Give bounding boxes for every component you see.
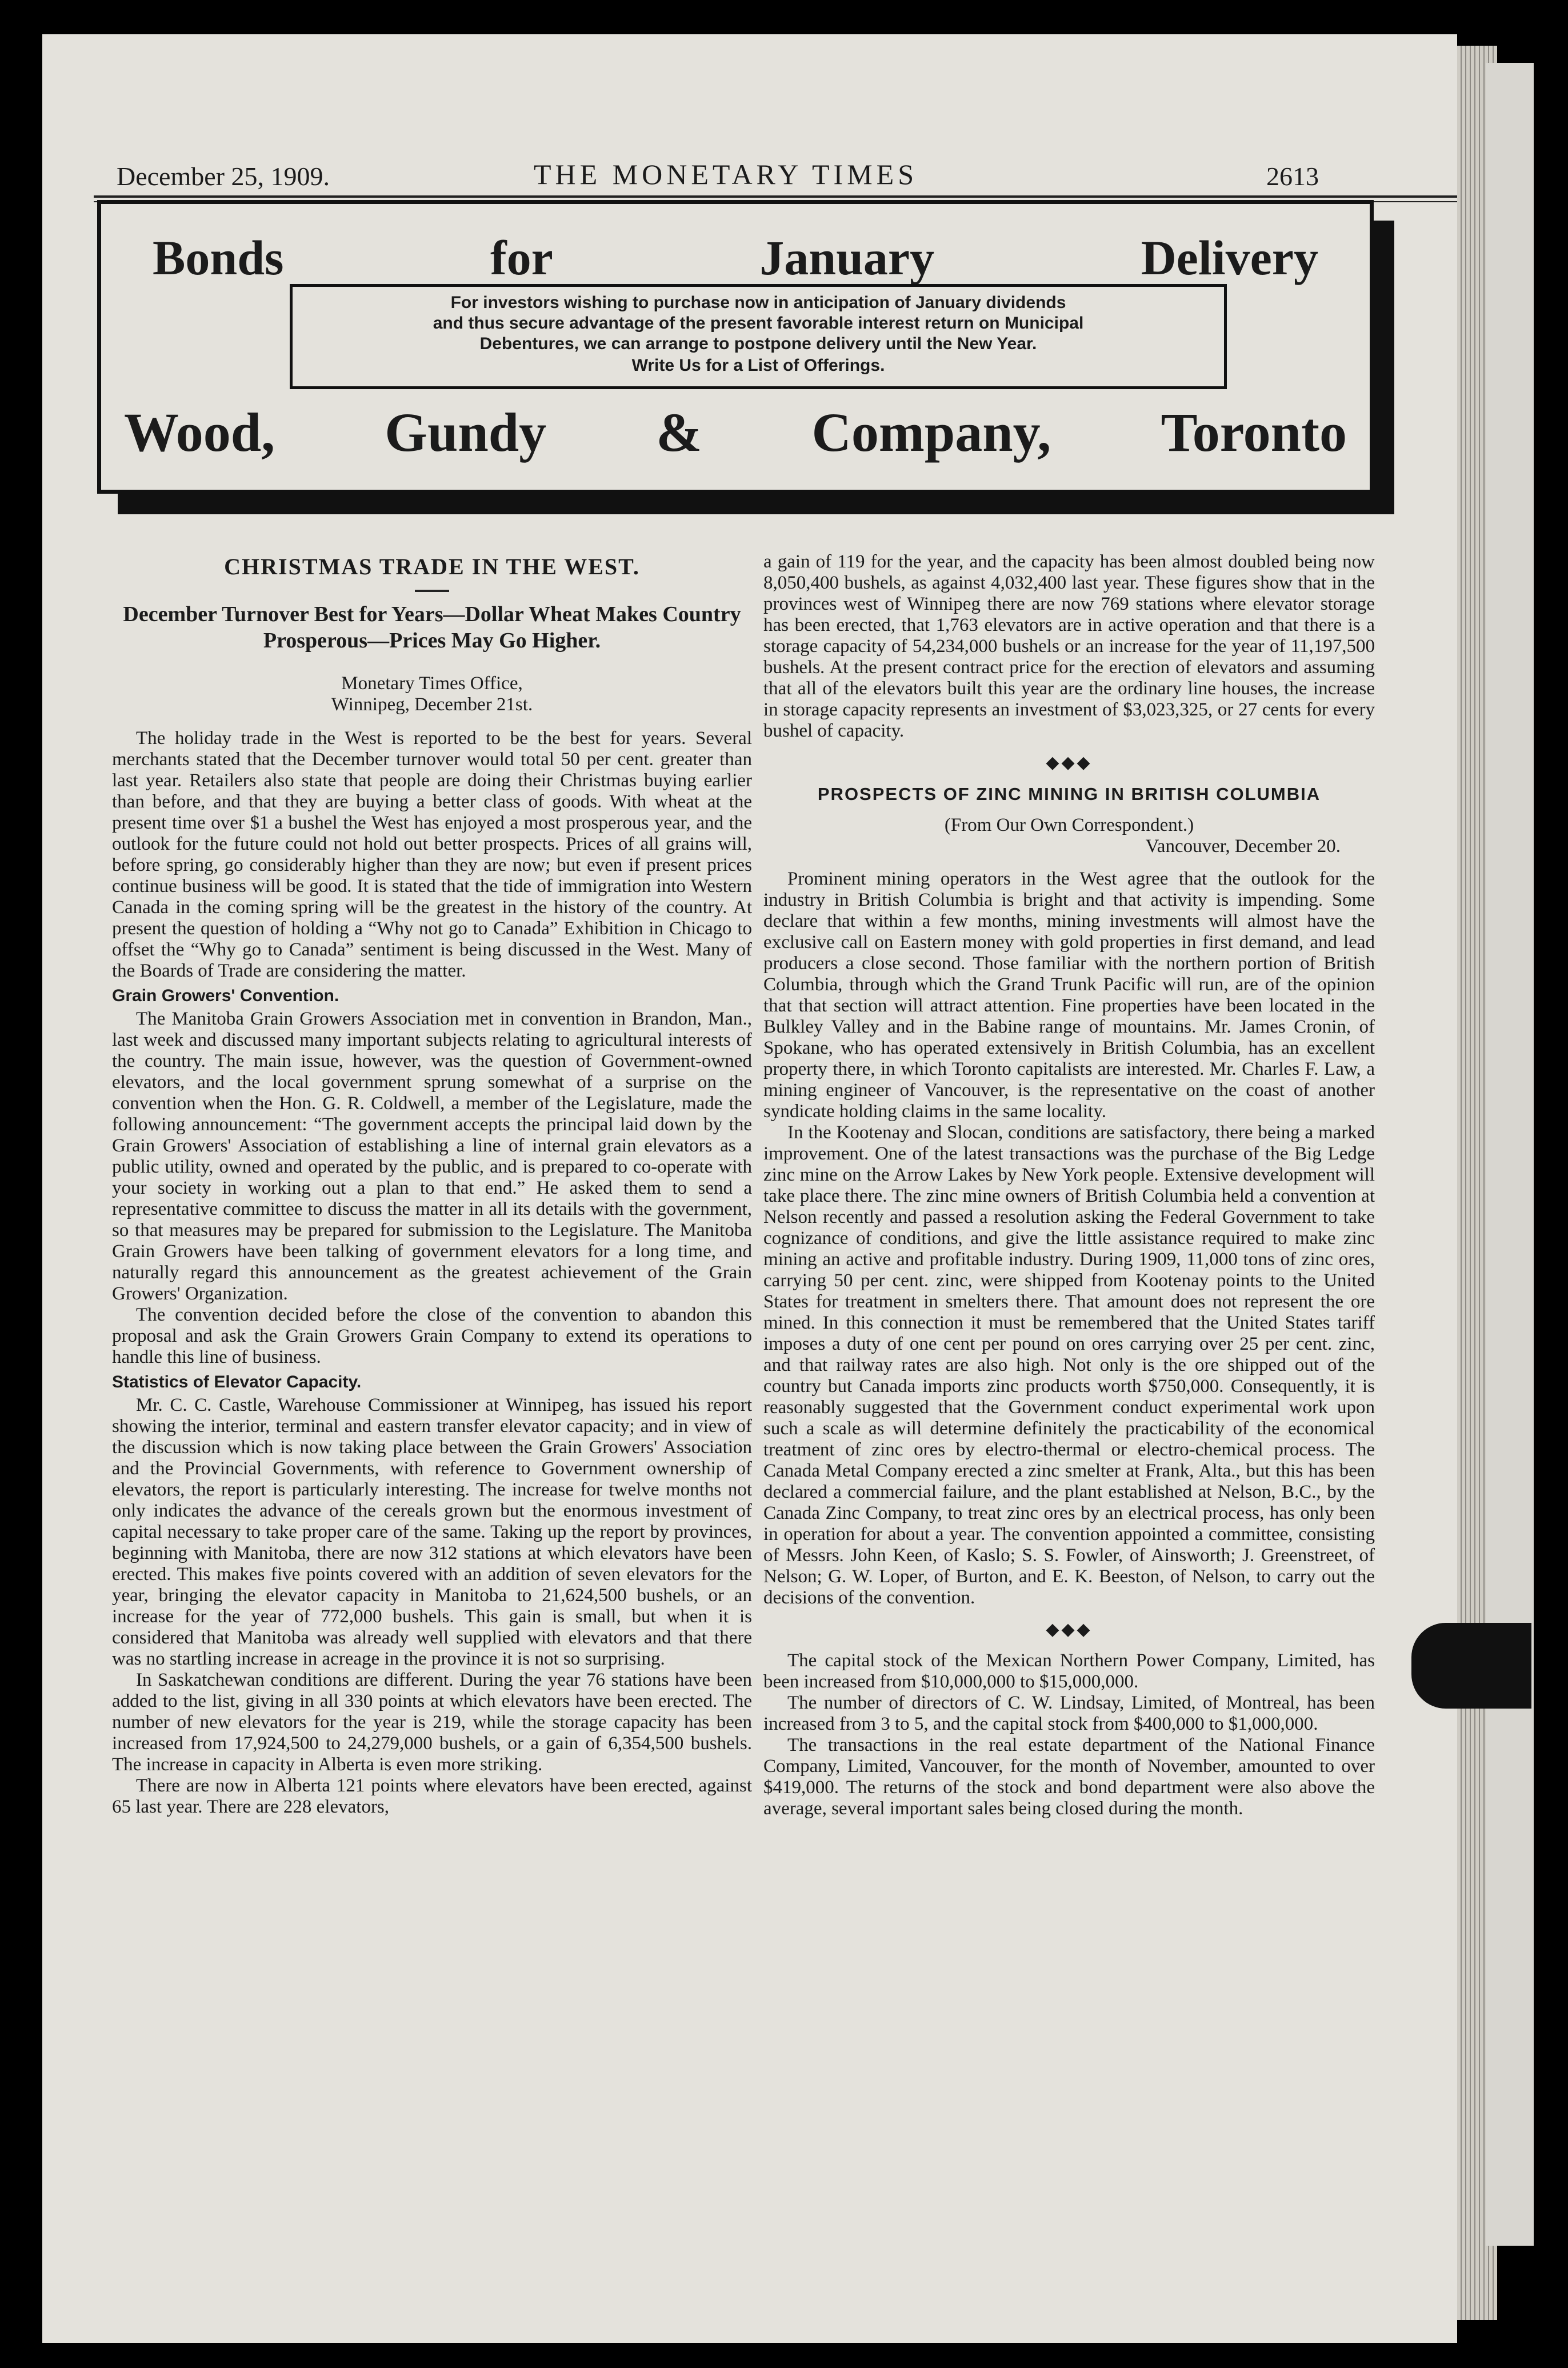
dateline-place: Winnipeg, December 21st. xyxy=(331,694,533,715)
article-paragraph: The holiday trade in the West is reported to be the best for years. Several merchants stated that the December turnover would total 50 per cent. greater than last year. Retailers also state that people are doing their Christmas buying earlier than before, and that they are buying a better class of goods. With wheat at the present time over $1 a bushel the West has enjoyed a most prosperous year, and the outlook for the future could not hold out better prospects. Prices of all grains will, before spring, go considerably higher than they are now; but even if present prices continue business will be good. It is stated that the tide of immigration into Western Canada in the coming spring will be the greatest in the history of the country. At present the question of holding a “Why not go to Canada” Exhibition in Chicago to offset the “Why go to Canada” sentiment is being discussed in the West. Many of the Boards of Trade are considering the matter. xyxy=(112,728,752,981)
binder-clip xyxy=(1411,1623,1531,1709)
headline-dash xyxy=(415,590,449,592)
ad-heading xyxy=(101,229,1370,286)
ad-firm-word: Company, xyxy=(811,402,1051,463)
article-paragraph: a gain of 119 for the year, and the capacity has been almost doubled being now 8,050,400 bushels, as against 4,032,400 last year. These figures show that in the provinces west of Winnipeg there are now 769 stations where elevator storage has been erected, that 1,763 elevators are in active operation and that there is a storage capacity of 54,234,000 bushels or an increase for the year of 11,197,500 bushels. At the present contract price for the erection of elevators and assuming that all of the elevators built this year are the ordinary line houses, the increase in storage capacity represents an investment of $3,023,325, or 27 cents for every bushel of capacity. xyxy=(763,551,1375,741)
page-stack-back xyxy=(1486,63,1534,2246)
article-paragraph: In the Kootenay and Slocan, conditions are satisfactory, there being a marked improvement. One of the latest transactions was the purchase of the Big Ledge zinc mine on the Arrow Lakes by New York people. Extensive development will take place there. The zinc mine owners of British Columbia held a convention at Nelson recently and passed a resolution asking the Federal Government to take cognizance of conditions, and give the little assistance required to make zinc mining an active and profitable industry. During 1909, 11,000 tons of zinc ores, carrying 50 per cent. zinc, were shipped from Kootenay points to the United States for treatment in smelters there. That amount does not represent the ore mined. In this connection it must be remembered that the United States tariff imposes a duty of one cent per pound on ores carrying over 25 per cent. zinc, and that railway rates are also high. Not only is the ore shipped out of the country but Canada imports zinc products worth $750,000. Consequently, it is reasonably suggested that the Government conduct experimental work upon such a scale as will determine definitely the practicability of the economical treatment of zinc ores by electro-thermal or electro-chemical process. The Canada Metal Company erected a zinc smelter at Frank, Alta., but this has been declared a commercial failure, and the plant established at Nelson, B.C., by the Canada Zinc Company, to treat zinc ores by an electrical process, has only been in operation for about a year. The convention appointed a committee, consisting of Messrs. John Keen, of Kaslo; S. S. Fowler, of Ainsworth; J. Greenstreet, of Nelson; G. W. Loper, of Burton, and E. K. Beeston, of Nelson, to carry out the decisions of the convention. xyxy=(763,1122,1375,1608)
ad-body-line: For investors wishing to purchase now in anticipation of January dividends xyxy=(450,293,1066,312)
correspondent-line: (From Our Own Correspondent.) xyxy=(944,815,1194,835)
newspaper-page xyxy=(42,34,1457,2343)
article-subheadline: December Turnover Best for Years—Dollar Wheat Makes Country Prosperous—Prices May Go Higher. xyxy=(123,602,741,653)
ornament-divider: ◆◆◆ xyxy=(1046,1620,1093,1639)
ad-body-line: and thus secure advantage of the present favorable interest return on Municipal xyxy=(433,314,1084,333)
ad-firm-word: Wood, xyxy=(124,402,275,463)
article-paragraph: There are now in Alberta 121 points where elevators have been erected, against 65 last year. There are 228 elevators, xyxy=(112,1775,752,1817)
article-paragraph: The Manitoba Grain Growers Association met in convention in Brandon, Man., last week and discussed many important subjects relating to agricultural interests of the country. The main issue, however, was the question of Government-owned elevators, and the local government sprung somewhat of a surprise on the convention when the Hon. G. R. Coldwell, a member of the Legislature, made the following announcement: “The government accepts the principal laid down by the Grain Growers' Association of establishing a line of internal grain elevators as a public utility, owned and operated by the public, and is prepared to co-operate with your society in working out a plan to that end.” He asked them to send a representative committee to discuss the matter in all its details with the government, so that measures may be prepared for submission to the Legislature. The Manitoba Grain Growers have been talking of government elevators for a long time, and naturally regard this announcement as the greatest achievement of the Grain Growers' Organization. xyxy=(112,1009,752,1304)
column-left xyxy=(112,551,752,1818)
article-paragraph: Mr. C. C. Castle, Warehouse Commissioner at Winnipeg, has issued his report showing the interior, terminal and eastern transfer elevator capacity; and in view of the discussion which is now taking place between the Grain Growers' Association and the Provincial Governments, with reference to Government ownership of elevators, the report is particularly interesting. The increase for twelve months not only indicates the advance of the cereals grown but the enormous investment of capital necessary to take proper care of the same. Taking up the report by provinces, beginning with Manitoba, there are now 312 stations at which elevators have been erected. This makes five points covered with an addition of seven elevators for the year, bringing the elevator capacity in Manitoba to 21,624,500 bushels, or an increase for the year of 772,000 bushels. This gain is small, but when it is considered that Manitoba was already well supplied with elevators and that there was no startling increase in acreage in the province it is not so surprising. xyxy=(112,1395,752,1669)
header-rule xyxy=(94,195,1457,198)
ad-heading-word: Bonds xyxy=(153,230,284,285)
ornament-divider: ◆◆◆ xyxy=(1046,753,1093,772)
article-paragraph: In Saskatchewan conditions are different. During the year 76 stations have been added to the list, giving in all 330 points at which elevators have been erected. The number of new elevators for the year is 219, while the storage capacity has been increased from 17,924,500 to 24,279,000 bushels, or a gain of 6,354,500 bushels. The increase in capacity in Alberta is even more striking. xyxy=(112,1670,752,1775)
note-paragraph: The number of directors of C. W. Lindsay, Limited, of Montreal, has been increased from 3 to 5, and the capital stock from $400,000 to $1,000,000. xyxy=(763,1693,1375,1734)
ad-heading-word: January xyxy=(759,230,935,285)
article-dateline: Vancouver, December 20. xyxy=(1145,836,1341,857)
article-headline: CHRISTMAS TRADE IN THE WEST. xyxy=(224,554,640,579)
page-number: 2613 xyxy=(1266,162,1319,191)
ad-body-line: Debentures, we can arrange to postpone delivery until the New Year. xyxy=(479,334,1037,353)
ad-heading-word: Delivery xyxy=(1141,230,1318,285)
ad-firm-word: & xyxy=(656,402,702,463)
section-title: Grain Growers' Convention. xyxy=(112,986,339,1005)
ad-firm-word: Toronto xyxy=(1161,402,1347,463)
ad-firm-name xyxy=(101,401,1370,464)
note-paragraph: The transactions in the real estate department of the National Finance Company, Limited, Vancouver, for the month of November, amounted to over $419,000. The returns of the stock and bond department were also above the average, several important sales being closed during the month. xyxy=(763,1735,1375,1819)
dateline-office: Monetary Times Office, xyxy=(341,673,523,694)
ad-inner-box xyxy=(290,284,1227,389)
article-dateline xyxy=(112,673,752,715)
column-right xyxy=(763,551,1375,1819)
ad-heading-word: for xyxy=(490,230,553,285)
note-paragraph: The capital stock of the Mexican Northern Power Company, Limited, has been increased from $10,000,000 to $15,000,000. xyxy=(763,1650,1375,1692)
section-title: Statistics of Elevator Capacity. xyxy=(112,1373,362,1391)
masthead-title: THE MONETARY TIMES xyxy=(534,158,918,190)
article-headline: PROSPECTS OF ZINC MINING IN BRITISH COLUMBIA xyxy=(817,784,1321,804)
article-paragraph: Prominent mining operators in the West agree that the outlook for the industry in British Columbia is bright and that activity is impending. Some declare that within a few months, mining investments will almost have the exclusive call on Eastern money with gold properties in first demand, and lead producers a close second. Those familiar with the northern portion of British Columbia, through which the Grand Trunk Pacific will run, are of the opinion that that section will attract attention. Fine properties have been located in the Bulkley Valley and in the Babine range of mountains. Mr. James Cronin, of Spokane, who has operated extensively in British Columbia, has an excellent property there, in which Toronto capitalists are interested. Mr. Charles F. Law, a mining engineer of Vancouver, is the representative on the coast of another syndicate holding claims in the same locality. xyxy=(763,869,1375,1122)
article-paragraph: The convention decided before the close of the convention to abandon this proposal and ask the Grain Growers Grain Company to extend its operations to handle this line of business. xyxy=(112,1305,752,1367)
bond-advertisement xyxy=(97,200,1374,494)
ad-firm-word: Gundy xyxy=(385,402,547,463)
ad-call-to-action: Write Us for a List of Offerings. xyxy=(631,356,885,375)
issue-date: December 25, 1909. xyxy=(117,162,330,191)
